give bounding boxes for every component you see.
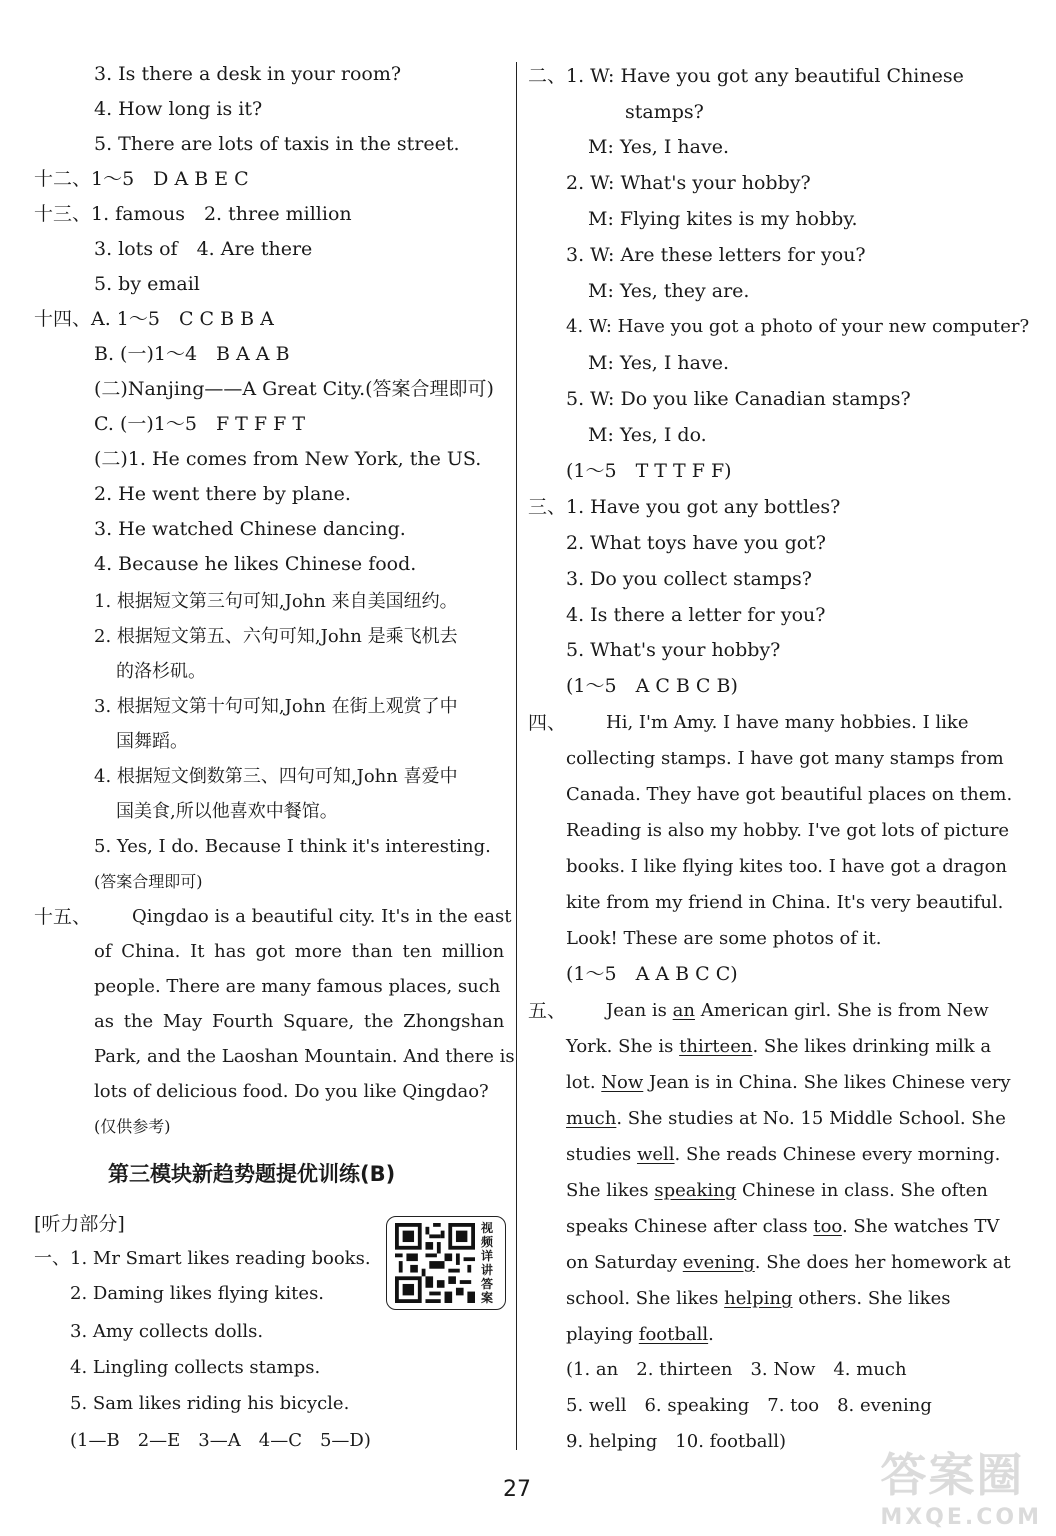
essay-line: people. There are many famous places, such [94,976,501,997]
section-title: 第三模块新趋势题提优训练(B) [108,1162,396,1186]
explanation-line: 1. 根据短文第三句可知,John 来自美国纽约。 [94,591,458,612]
answer-key: 5. well 6. speaking 7. too 8. evening [566,1395,932,1416]
cloze-line: school. She likes helping others. She likes [566,1288,951,1309]
dialogue-line: M: Yes, I do. [588,424,707,446]
essay-line: books. I like flying kites too. I have got a dragon [566,856,1007,877]
essay-line: Reading is also my hobby. I've got lots of picture [566,820,1010,841]
blank-answer: well [636,1144,675,1165]
answer-line: (二)Nanjing——A Great City.(答案合理即可) [94,378,494,400]
blank-answer: too [813,1216,842,1237]
answer-line: B. (一)1～4 B A A B [94,343,290,365]
note-line: (答案合理即可) [94,872,203,891]
cloze-line: Jean is an American girl. She is from New [606,1000,989,1021]
answer-line: 3. lots of 4. Are there [94,238,313,260]
dialogue-line: 3. W: Are these letters for you? [566,244,866,266]
dialogue-line: M: Yes, they are. [588,280,750,302]
answer-line: 5. What's your hobby? [566,639,781,661]
section-2: 二、1. W: Have you got any beautiful Chinese [528,65,964,87]
section-13: 十三、1. famous 2. three million [34,203,352,225]
answer-key: 9. helping 10. football) [566,1431,786,1452]
answer-key: (1～5 A C B C B) [566,675,738,697]
explanation-line: 国舞蹈。 [116,731,188,752]
blank-answer: football [638,1324,709,1345]
answer-line: C. (一)1～5 F T F F T [94,413,305,435]
note-line: (仅供参考) [94,1117,171,1136]
answer-line: 2. Daming likes flying kites. [70,1283,325,1304]
explanation-line: 3. 根据短文第十句可知,John 在街上观赏了中 [94,696,458,717]
answer-line: 3. Is there a desk in your room? [94,63,402,85]
dialogue-line: M: Yes, I have. [588,352,729,374]
qr-code-box[interactable] [386,1216,506,1310]
answer-line: 2. He went there by plane. [94,483,351,505]
section-5: 五、 [528,1000,567,1022]
answer-key: (1. an 2. thirteen 3. Now 4. much [566,1359,907,1380]
dialogue-line: 5. W: Do you like Canadian stamps? [566,388,911,410]
section-14: 十四、A. 1～5 C C B B A [34,308,274,330]
blank-answer: an [672,1000,695,1021]
explanation-line: 的洛杉矶。 [116,661,206,682]
answer-line: 3. Do you collect stamps? [566,568,812,590]
essay-line: of China. It has got more than ten million [94,941,505,962]
essay-line: Look! These are some photos of it. [566,928,882,949]
section-12: 十二、1～5 D A B E C [34,168,249,190]
cloze-line: playing football. [566,1324,714,1345]
dialogue-line: 4. W: Have you got a photo of your new computer? [566,316,1030,337]
answer-line: 5. There are lots of taxis in the street. [94,133,460,155]
dialogue-line: M: Yes, I have. [588,136,729,158]
answer-key: (1～5 A A B C C) [566,963,738,985]
answer-line: 3. Amy collects dolls. [70,1321,264,1342]
dialogue-line: stamps? [625,101,704,123]
page-number: 27 [503,1477,531,1502]
dialogue-line: 2. W: What's your hobby? [566,172,811,194]
blank-answer: Now [601,1072,644,1093]
dialogue-line: M: Flying kites is my hobby. [588,208,858,230]
essay-line: kite from my friend in China. It's very beautiful. [566,892,1004,913]
qr-caption: 视频详讲答案 [481,1221,494,1305]
explanation-line: 4. 根据短文倒数第三、四句可知,John 喜爱中 [94,766,458,787]
essay-line: Hi, I'm Amy. I have many hobbies. I like [606,712,969,733]
answer-line: 4. Lingling collects stamps. [70,1357,321,1378]
answer-line: 5. Sam likes riding his bicycle. [70,1393,350,1414]
answer-line: (二)1. He comes from New York, the US. [94,448,482,470]
answer-key: (1～5 T T T F F) [566,460,732,482]
blank-answer: evening [682,1252,755,1273]
cloze-line: lot. Now Jean is in China. She likes Chinese very [566,1072,1011,1093]
watermark-logo: 答案圈 MXQE.COM [880,1448,1042,1530]
blank-answer: speaking [654,1180,737,1201]
essay-line: collecting stamps. I have got many stamps from [566,748,1004,769]
section-1: 一、1. Mr Smart likes reading books. [34,1248,371,1269]
cloze-line: on Saturday evening. She does her homework at [566,1252,1011,1273]
cloze-line: speaks Chinese after class too. She watches TV [566,1216,1000,1237]
cloze-line: York. She is thirteen. She likes drinking milk a [566,1036,992,1057]
cloze-line: studies well. She reads Chinese every morning. [566,1144,1001,1165]
explanation-line: 国美食,所以他喜欢中餐馆。 [116,801,338,822]
answer-line: 4. How long is it? [94,98,263,120]
section-15: 十五、 [34,906,92,928]
essay-line: as the May Fourth Square, the Zhongshan [94,1011,505,1032]
answer-line: 3. He watched Chinese dancing. [94,518,406,540]
blank-answer: helping [724,1288,793,1309]
listening-label: [听力部分] [34,1213,125,1235]
cloze-line: much. She studies at No. 15 Middle School. She [566,1108,1006,1129]
answer-line: 5. Yes, I do. Because I think it's interesting. [94,836,491,857]
explanation-line: 2. 根据短文第五、六句可知,John 是乘飞机去 [94,626,458,647]
essay-line: Qingdao is a beautiful city. It's in the east [132,906,512,927]
section-3: 三、1. Have you got any bottles? [528,496,841,518]
answer-key: (1—B 2—E 3—A 4—C 5—D) [70,1430,371,1451]
cloze-line: She likes speaking Chinese in class. She often [566,1180,988,1201]
column-divider [516,62,517,1450]
qr-code-icon [395,1223,475,1303]
answer-line: 5. by email [94,273,200,295]
essay-line: lots of delicious food. Do you like Qingdao? [94,1081,489,1102]
answer-line: 2. What toys have you got? [566,532,826,554]
answer-line: 4. Because he likes Chinese food. [94,553,417,575]
essay-line: Canada. They have got beautiful places on them. [566,784,1013,805]
answer-line: 4. Is there a letter for you? [566,604,826,626]
blank-answer: much [566,1108,617,1129]
blank-answer: thirteen [679,1036,753,1057]
essay-line: Park, and the Laoshan Mountain. And there is [94,1046,515,1067]
section-4: 四、 [528,712,567,734]
